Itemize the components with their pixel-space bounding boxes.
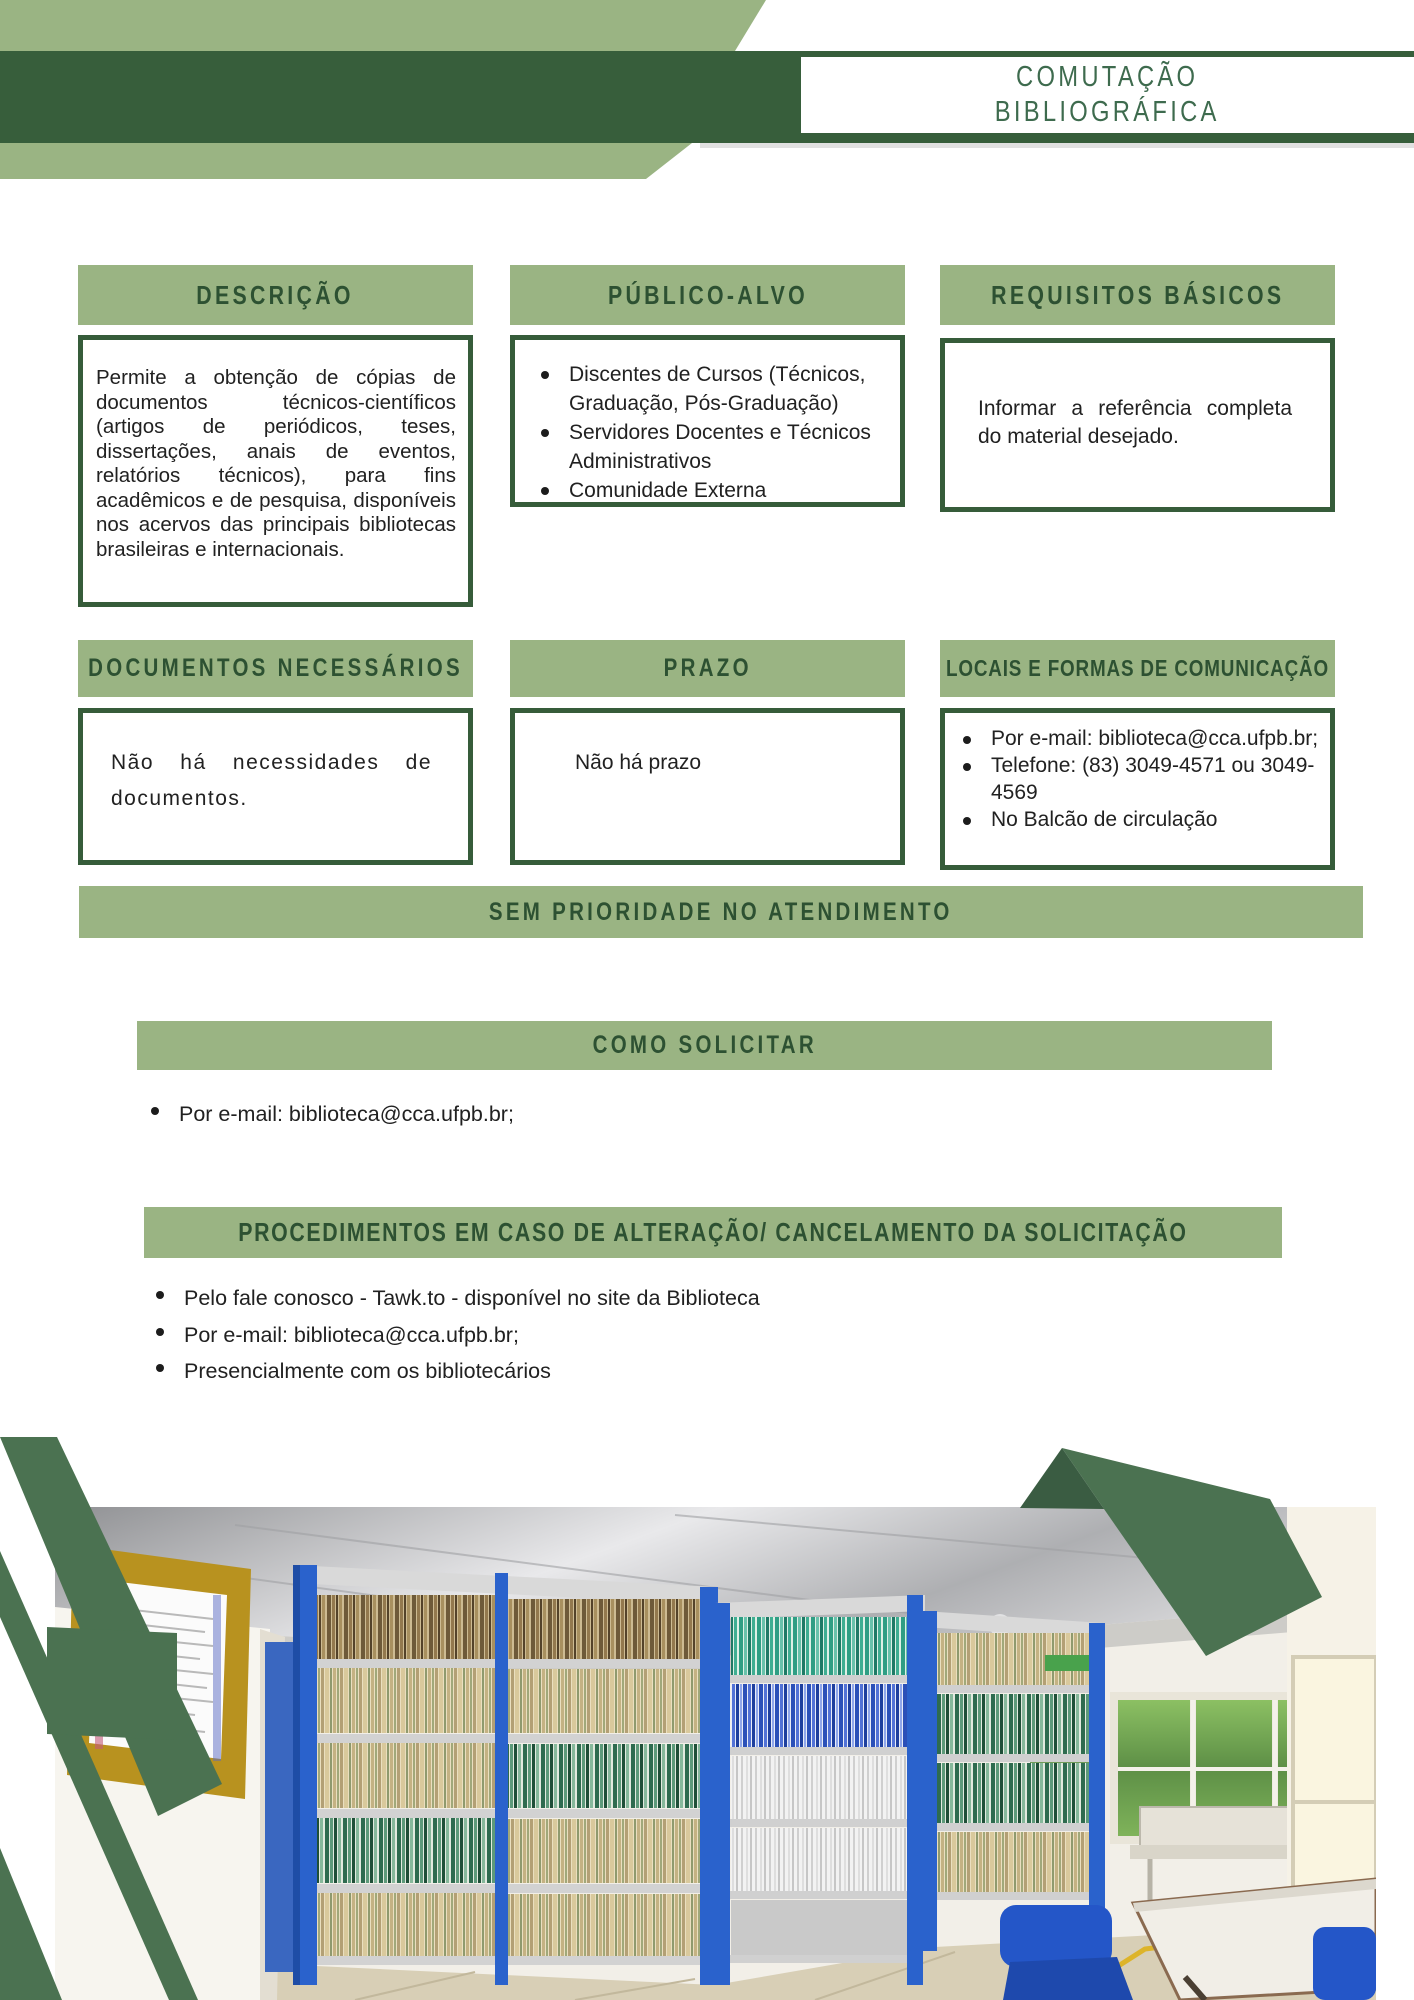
section-title-descricao: DESCRIÇÃO <box>196 279 355 310</box>
box-requisitos <box>940 338 1335 512</box>
procedimentos-list <box>150 1280 1250 1390</box>
section-header-publico-alvo <box>510 265 905 325</box>
section-header-documentos <box>78 640 473 697</box>
procedimentos-item: Pelo fale conosco - Tawk.to - disponível no site da Biblioteca <box>150 1280 1250 1317</box>
title-box-shadow <box>700 143 1414 148</box>
photo-shelf-unit-2 <box>715 1595 925 1985</box>
library-photo-art <box>55 1507 1376 2000</box>
como-solicitar-list <box>145 1096 1245 1133</box>
box-prazo <box>510 708 905 865</box>
page-title-line1: COMUTAÇÃO <box>1016 61 1199 93</box>
decor-left-triangle <box>0 1848 62 2000</box>
documentos-text: Não há necessidades de documentos. <box>111 751 432 810</box>
section-header-locais <box>940 640 1335 697</box>
header-top-sage-stripe <box>0 0 766 51</box>
box-descricao <box>78 335 473 607</box>
section-header-procedimentos <box>144 1207 1282 1258</box>
publico-item: Servidores Docentes e Técnicos Administrativos <box>535 418 890 476</box>
procedimentos-item: Por e-mail: biblioteca@cca.ufpb.br; <box>150 1317 1250 1354</box>
section-title-locais: LOCAIS E FORMAS DE COMUNICAÇÃO <box>946 655 1329 681</box>
prazo-text: Não há prazo <box>575 751 702 774</box>
section-header-como-solicitar <box>137 1021 1272 1070</box>
como-solicitar-item: Por e-mail: biblioteca@cca.ufpb.br; <box>145 1096 1245 1133</box>
section-title-publico-alvo: PÚBLICO-ALVO <box>607 279 808 310</box>
priority-banner <box>79 886 1363 938</box>
section-title-procedimentos: PROCEDIMENTOS EM CASO DE ALTERAÇÃO/ CANCELAMENTO DA SOLICITAÇÃO <box>238 1217 1188 1247</box>
library-photo <box>55 1507 1376 2000</box>
section-title-prazo: PRAZO <box>663 654 752 682</box>
box-locais <box>940 708 1335 870</box>
page-title <box>801 57 1414 133</box>
section-title-como-solicitar: COMO SOLICITAR <box>592 1031 817 1059</box>
photo-shelf-unit-3 <box>923 1611 1105 1951</box>
section-title-documentos: DOCUMENTOS NECESSÁRIOS <box>88 654 463 682</box>
section-title-requisitos: REQUISITOS BÁSICOS <box>990 279 1285 310</box>
locais-item: No Balcão de circulação <box>957 806 1322 833</box>
section-header-requisitos <box>940 265 1335 325</box>
page-title-line2: BIBLIOGRÁFICA <box>994 96 1220 128</box>
box-publico-alvo <box>510 335 905 507</box>
locais-item: Por e-mail: biblioteca@cca.ufpb.br; <box>957 725 1322 752</box>
descricao-text: Permite a obtenção de cópias de documentos técnicos-científicos (artigos de periódicos, teses, dissertações, anais de eventos, relatórios técnicos), para fins acadêmicos e de pesquisa, disponíveis nos acervos das principais bibliotecas brasileiras e internacionais. <box>96 366 456 561</box>
priority-banner-text: SEM PRIORIDADE NO ATENDIMENTO <box>489 897 953 926</box>
decor-right-arrow-fold <box>1020 1448 1104 1509</box>
publico-item: Comunidade Externa <box>535 476 890 505</box>
section-header-descricao <box>78 265 473 325</box>
requisitos-text: Informar a referência completa do material desejado. <box>978 397 1292 448</box>
locais-item: Telefone: (83) 3049-4571 ou 3049-4569 <box>957 752 1322 806</box>
photo-shelf-unit-1 <box>293 1565 718 1985</box>
photo-shelf-back <box>265 1642 293 1972</box>
section-header-prazo <box>510 640 905 697</box>
photo-chair-right <box>1313 1927 1376 2000</box>
box-documentos <box>78 708 473 865</box>
header-lower-sage-stripe <box>0 143 692 179</box>
procedimentos-item: Presencialmente com os bibliotecários <box>150 1353 1250 1390</box>
publico-item: Discentes de Cursos (Técnicos, Graduação, Pós-Graduação) <box>535 360 890 418</box>
